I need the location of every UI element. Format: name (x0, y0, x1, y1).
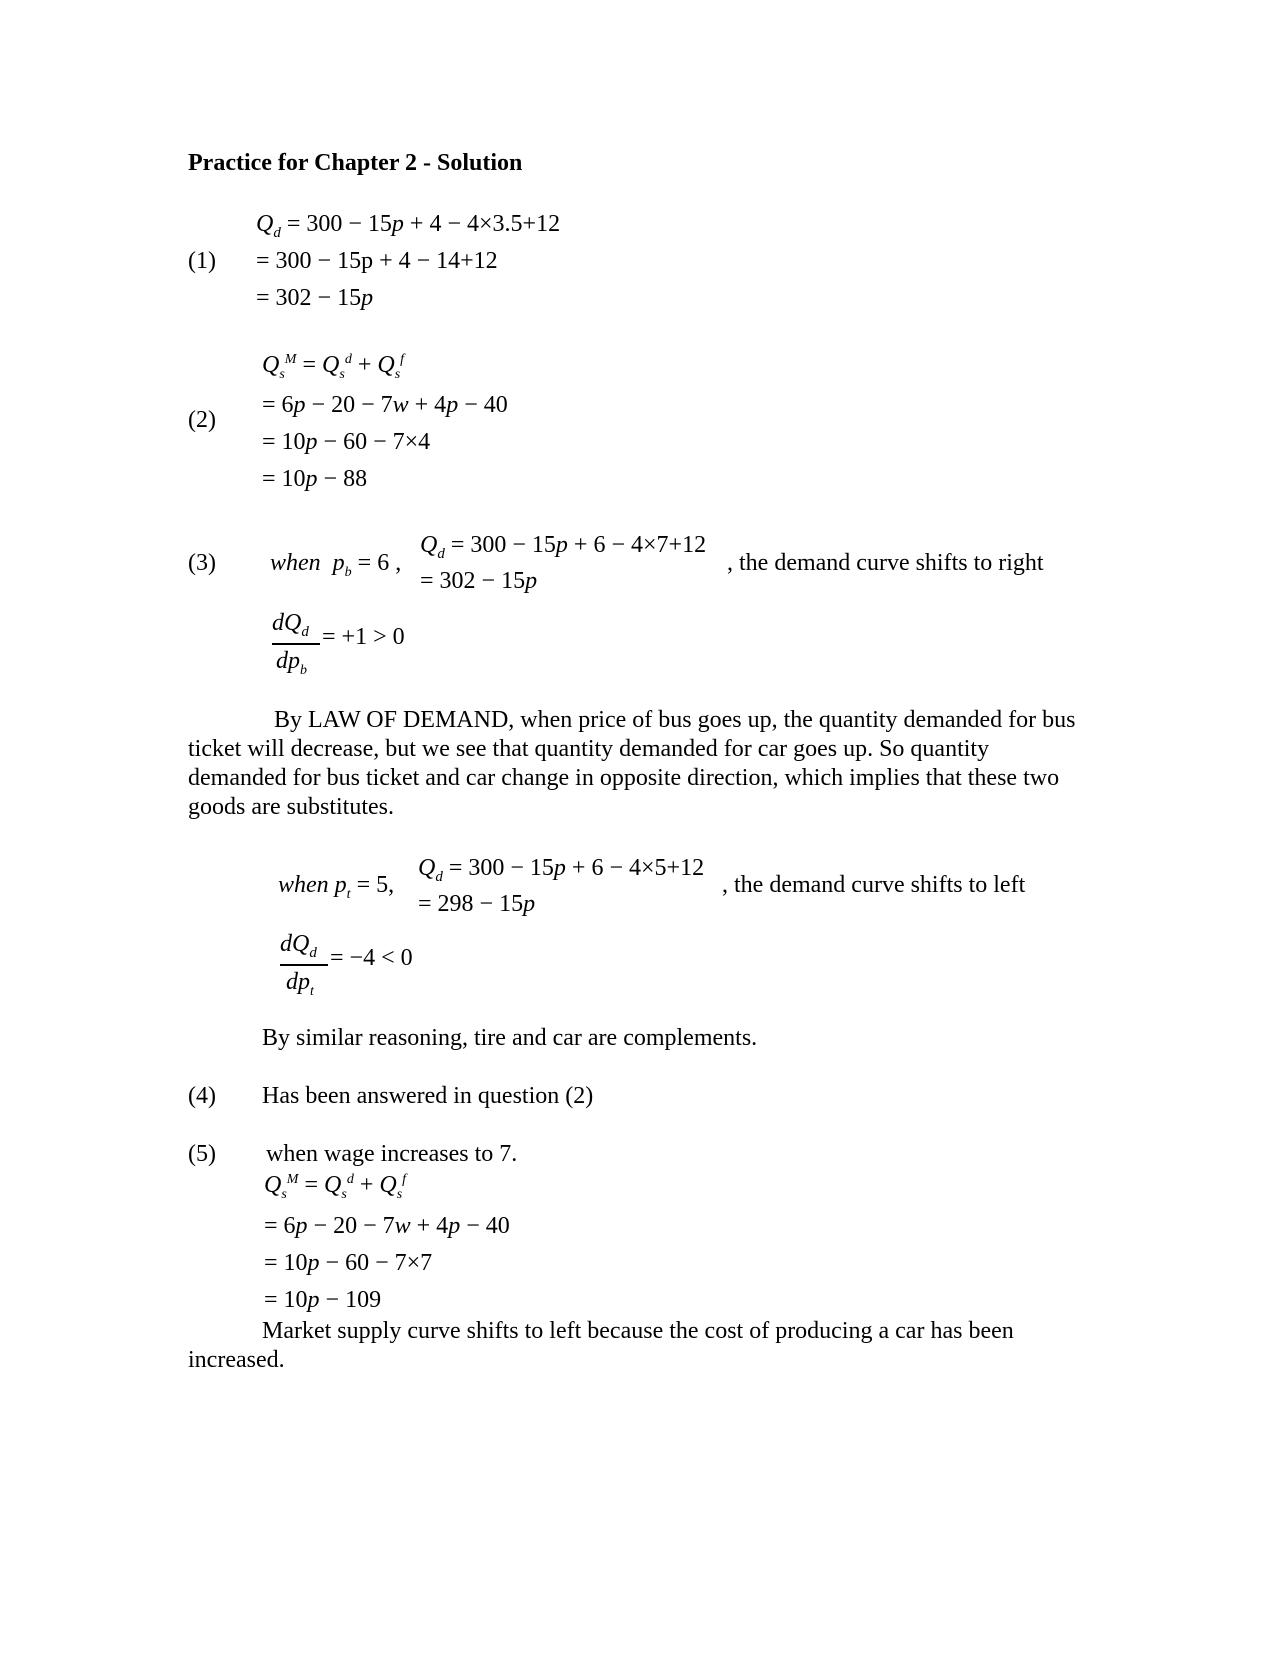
q1-line-3: = 302 − 15p (256, 285, 374, 311)
q2-line-1: $Q_s^M = Q_s^d + Q_s^f$ (262, 352, 405, 382)
q5-supply-shift-paragraph: Market supply curve shifts to left because the cost of producing a car has been increased. (188, 1318, 1014, 1373)
q3-equation-tire-line-2: = 298 − 15p (418, 891, 536, 917)
q3-derivative-bus-rhs: = +1 > 0 (322, 624, 405, 650)
q5-line-3: = 10p − 60 − 7×7 (264, 1250, 433, 1276)
q1-line-2: = 300 − 15p + 4 − 14+12 (256, 248, 498, 274)
q3-derivative-tire-rhs: = −4 < 0 (330, 945, 413, 971)
q5-line-4: = 10p − 109 (264, 1287, 382, 1313)
q3-condition-bus: when $p_b = 6$ , (270, 550, 402, 580)
q3-complements-text: By similar reasoning, tire and car are complements. (262, 1025, 758, 1051)
q2-line-4: = 10p − 88 (262, 466, 368, 492)
q2-line-3: = 10p − 60 − 7×4 (262, 429, 431, 455)
q3-derivative-tire: $dQ_d$ $dp_t$ (280, 931, 332, 1001)
q3-equation-bus-line-1: $Q_d = 300 - 15p + 6 - 4\times 7+12$ (420, 532, 707, 562)
q5-line-2: = 6p − 20 − 7w + 4p − 40 (264, 1213, 510, 1239)
q4-answer-text: Has been answered in question (2) (262, 1083, 594, 1109)
question-label-4: (4) (188, 1083, 216, 1109)
q3-shift-left-text: , the demand curve shifts to left (722, 872, 1026, 898)
q2-line-2: = 6p − 20 − 7w + 4p − 40 (262, 392, 508, 418)
q5-line-1: $Q_s^M = Q_s^d + Q_s^f$ (264, 1172, 407, 1202)
question-label-2: (2) (188, 407, 216, 433)
q3-derivative-bus: $dQ_d$ $dp_b$ (272, 610, 324, 680)
q3-condition-tire: when $p_t = 5$, (278, 872, 395, 902)
question-label-5: (5) (188, 1141, 216, 1167)
q3-equation-bus-line-2: = 302 − 15p (420, 568, 538, 594)
question-label-1: (1) (188, 248, 216, 274)
question-label-3: (3) (188, 550, 216, 576)
page-title: Practice for Chapter 2 - Solution (188, 150, 523, 176)
q3-shift-right-text: , the demand curve shifts to right (727, 550, 1044, 576)
q3-substitutes-paragraph: By LAW OF DEMAND, when price of bus goes up, the quantity demanded for bus ticket will decrease, but we see that quantity demanded for car goes up. So quantity demanded for bus ticket and car change in opposite direction, which implies that these two goods are substitutes. (188, 707, 1076, 820)
q3-equation-tire-line-1: $Q_d = 300 - 15p + 6 - 4\times 5+12$ (418, 855, 705, 885)
q5-intro-text: when wage increases to 7. (266, 1141, 518, 1167)
q1-line-1: $Q_d = 300 - 15p + 4 - 4\times 3.5+12$ (256, 211, 561, 241)
